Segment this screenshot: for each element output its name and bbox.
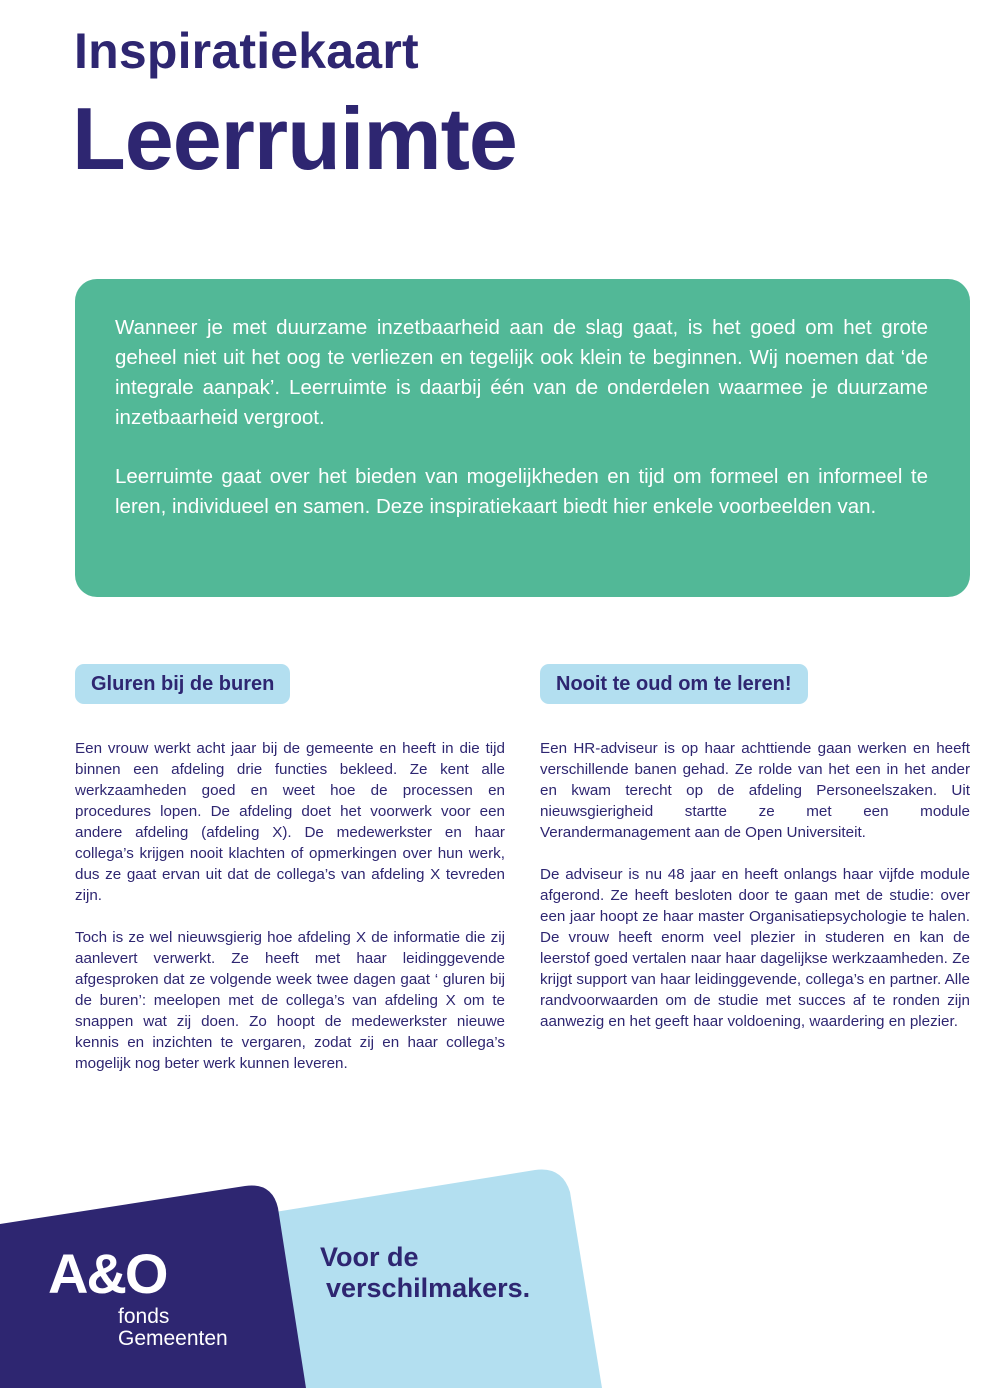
section-paragraph: Toch is ze wel nieuwsgierig hoe afdeling X de informatie die zij aanlevert verwerkt. Ze heeft met haar leidinggevende afgesproken dat ze volgende week twee dagen gaat ‘ gluren bij de buren’: meelopen met de collega’s van afdeling X om te snappen wat zij doen. Zo hoopt de medewerkster nieuwe kennis en inzichten te vergaren, zodat zij en haar collega’s mogelijk nog beter werk kunnen leveren.: [75, 929, 505, 1072]
intro-paragraph: Wanneer je met duurzame inzetbaarheid aan de slag gaat, is het goed om het grote geheel niet uit het oog te verliezen en tegelijk ook klein te beginnen. Wij noemen dat ‘de integrale aanpak’. Leerruimte is daarbij één van de onderdelen waarmee je duurzame inzetbaarheid vergroot.: [115, 316, 928, 429]
slogan: [320, 1242, 530, 1304]
section-paragraph: De adviseur is nu 48 jaar en heeft onlangs haar vijfde module afgerond. Ze heeft besloten door te gaan met de studie: over een jaar hoopt ze haar master Organisatiepsychologie te halen. De vrouw heeft enorm veel plezier in studeren en kan de leerstof goed vertalen naar haar dagelijkse werkzaamheden. Ze krijgt support van haar leidinggevende, collega’s en partner. Alle randvoorwaarden om de studie met succes af te ronden zijn aanwezig en het geeft haar voldoening, waardering en plezier.: [540, 866, 970, 1030]
logo-text: [118, 1306, 228, 1350]
section-body: [540, 738, 970, 1032]
section-paragraph: Een vrouw werkt acht jaar bij de gemeente en heeft in die tijd binnen een afdeling drie functies bekleed. Ze kent alle werkzaamheden goed en weet hoe de processen en procedures lopen. De afdeling doet het voorwerk voor een andere afdeling (afdeling X). De medewerkster en haar collega’s krijgen nooit klachten of opmerkingen over hun werk, dus ze gaat ervan uit dat de collega’s van afdeling X tevreden zijn.: [75, 740, 505, 904]
logo-line: fonds: [118, 1305, 170, 1328]
logo-mark: A&O: [48, 1242, 167, 1305]
logo-line: Gemeenten: [118, 1327, 228, 1350]
slogan-line: Voor de: [320, 1242, 419, 1272]
slogan-line: verschilmakers.: [326, 1273, 531, 1303]
section-nooit-te-oud: [540, 664, 970, 1053]
section-heading: Gluren bij de buren: [75, 664, 290, 704]
section-heading: Nooit te oud om te leren!: [540, 664, 808, 704]
intro-box: [75, 279, 970, 597]
section-paragraph: Een HR-adviseur is op haar achttiende gaan werken en heeft verschillende banen gehad. Ze rolde van het een in het ander en kwam terecht op de afdeling Personeelszaken. Uit nieuwsgierigheid startte ze met een module Verandermanagement aan de Open Universiteit.: [540, 740, 970, 841]
section-body: [75, 738, 505, 1074]
footer-banner: [0, 1150, 1000, 1388]
document-subtitle: Inspiratiekaart: [74, 23, 419, 79]
section-gluren-bij-de-buren: [75, 664, 505, 1095]
document-title: Leerruimte: [72, 89, 517, 188]
intro-paragraph: Leerruimte gaat over het bieden van mogelijkheden en tijd om formeel en informeel te leren, individueel en samen. Deze inspiratiekaart biedt hier enkele voorbeelden van.: [115, 465, 928, 518]
ao-fonds-logo: [48, 1242, 228, 1350]
